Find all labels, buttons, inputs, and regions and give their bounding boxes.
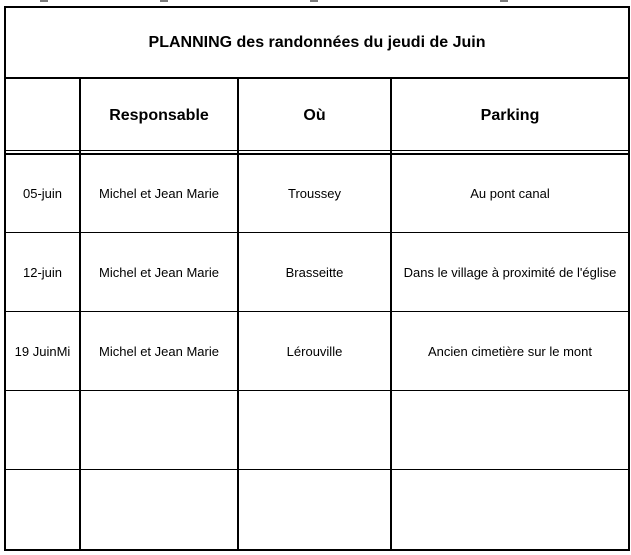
table-cell-parking[interactable] [392,470,628,549]
table-cell-date[interactable] [6,391,79,469]
header-cell-date [6,79,79,152]
spreadsheet-top-strip [0,0,631,4]
table-cell-ou[interactable] [239,391,390,469]
table-cell-parking[interactable]: Au pont canal [470,186,550,201]
table-cell-parking[interactable]: Ancien cimetière sur le mont [427,343,592,359]
table-cell-ou[interactable] [239,470,390,549]
header-cell-parking: Parking [480,106,540,124]
table-cell-responsable[interactable]: Michel et Jean Marie [99,264,219,280]
table-cell-responsable[interactable]: Michel et Jean Marie [99,343,219,359]
table-title: PLANNING des randonnées du jeudi de Juin [6,8,628,79]
header-cell-ou: Où [303,106,326,124]
table-cell-parking[interactable]: Dans le village à proximité de l'église [403,264,617,280]
table-cell-responsable[interactable] [81,391,237,469]
table-cell-ou[interactable]: Troussey [288,186,341,201]
table-cell-responsable[interactable] [81,470,237,549]
header-double-line [6,150,628,151]
table-cell-date[interactable]: 05-juin [22,186,63,201]
table-cell-ou[interactable]: Lérouville [286,343,343,359]
table-cell-ou[interactable]: Brasseitte [285,264,344,280]
planning-table [4,6,630,551]
table-cell-date[interactable]: 12-juin [22,264,63,280]
table-cell-date[interactable]: 19 JuinMi [14,343,71,359]
table-cell-parking[interactable] [392,391,628,469]
table-cell-date[interactable] [6,470,79,549]
table-cell-responsable[interactable]: Michel et Jean Marie [99,186,219,201]
header-cell-responsable: Responsable [109,106,209,124]
